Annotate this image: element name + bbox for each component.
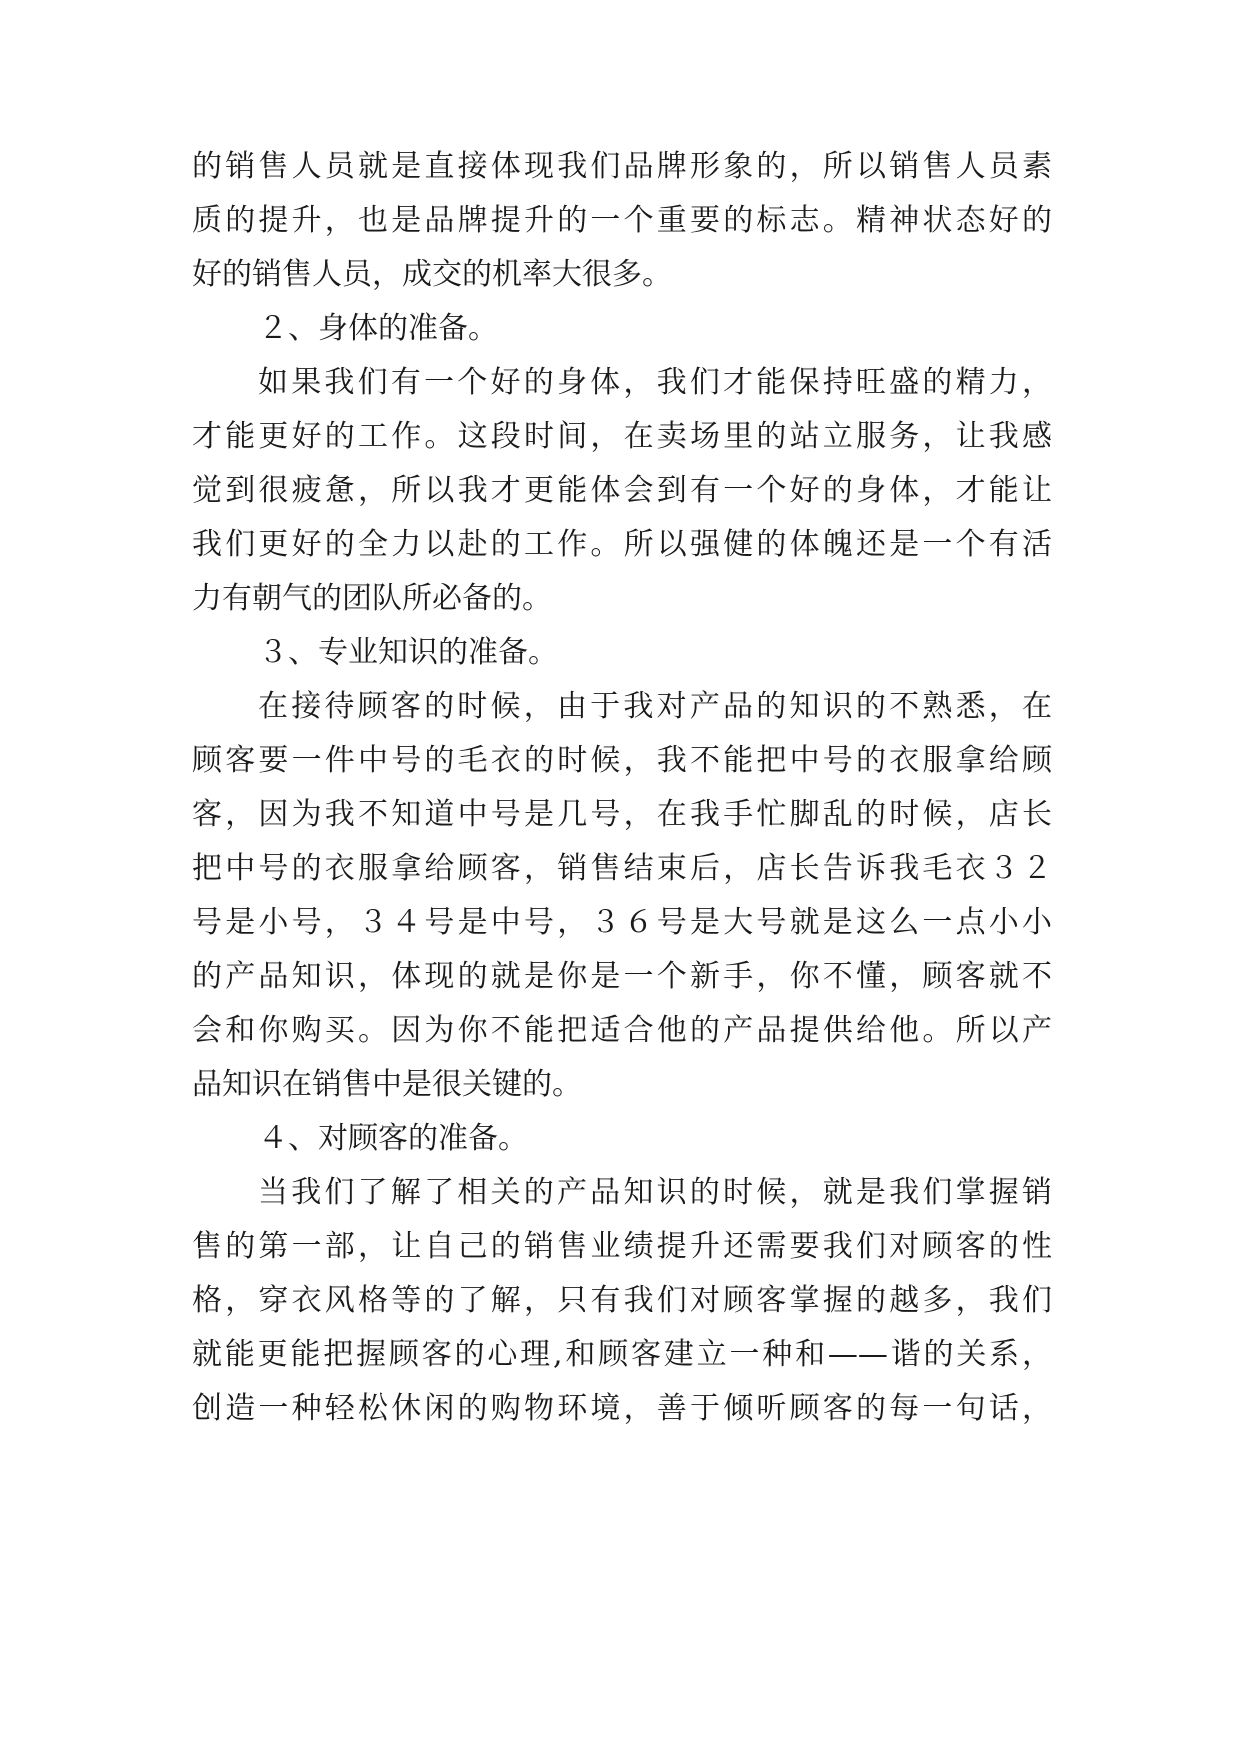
- text-line: 我们更好的全力以赴的工作。所以强健的体魄还是一个有活: [192, 527, 1052, 562]
- text-line: 才能更好的工作。这段时间，在卖场里的站立服务，让我感: [192, 419, 1052, 454]
- text-line: 售的第一部，让自己的销售业绩提升还需要我们对顾客的性: [192, 1229, 1052, 1264]
- text-line: 力有朝气的团队所必备的。: [192, 581, 552, 616]
- text-line: 觉到很疲惫，所以我才更能体会到有一个好的身体，才能让: [192, 473, 1052, 508]
- text-line: 品知识在销售中是很关键的。: [192, 1067, 582, 1102]
- text-line: 客，因为我不知道中号是几号，在我手忙脚乱的时候，店长: [192, 797, 1052, 832]
- text-line: 的销售人员就是直接体现我们品牌形象的，所以销售人员素: [192, 149, 1052, 184]
- text-line: 号是小号，３４号是中号，３６号是大号就是这么一点小小: [192, 905, 1052, 940]
- text-line: 在接待顾客的时候，由于我对产品的知识的不熟悉，在: [258, 689, 1052, 724]
- text-line: 就能更能把握顾客的心理,和顾客建立一种和——谐的关系，: [192, 1337, 1052, 1372]
- text-line: 把中号的衣服拿给顾客，销售结束后，店长告诉我毛衣３２: [192, 851, 1052, 886]
- text-line: 创造一种轻松休闲的购物环境，善于倾听顾客的每一句话，: [192, 1391, 1052, 1426]
- text-line: 当我们了解了相关的产品知识的时候，就是我们掌握销: [258, 1175, 1052, 1210]
- text-line: 如果我们有一个好的身体，我们才能保持旺盛的精力，: [258, 365, 1052, 400]
- section-heading: ３、专业知识的准备。: [258, 635, 558, 670]
- section-heading: ２、身体的准备。: [258, 311, 498, 346]
- text-line: 质的提升，也是品牌提升的一个重要的标志。精神状态好的: [192, 203, 1052, 238]
- text-line: 好的销售人员，成交的机率大很多。: [192, 257, 672, 292]
- text-line: 会和你购买。因为你不能把适合他的产品提供给他。所以产: [192, 1013, 1052, 1048]
- text-line: 顾客要一件中号的毛衣的时候，我不能把中号的衣服拿给顾: [192, 743, 1052, 778]
- section-heading: ４、对顾客的准备。: [258, 1121, 528, 1156]
- text-line: 的产品知识，体现的就是你是一个新手，你不懂，顾客就不: [192, 959, 1052, 994]
- text-line: 格，穿衣风格等的了解，只有我们对顾客掌握的越多，我们: [192, 1283, 1052, 1318]
